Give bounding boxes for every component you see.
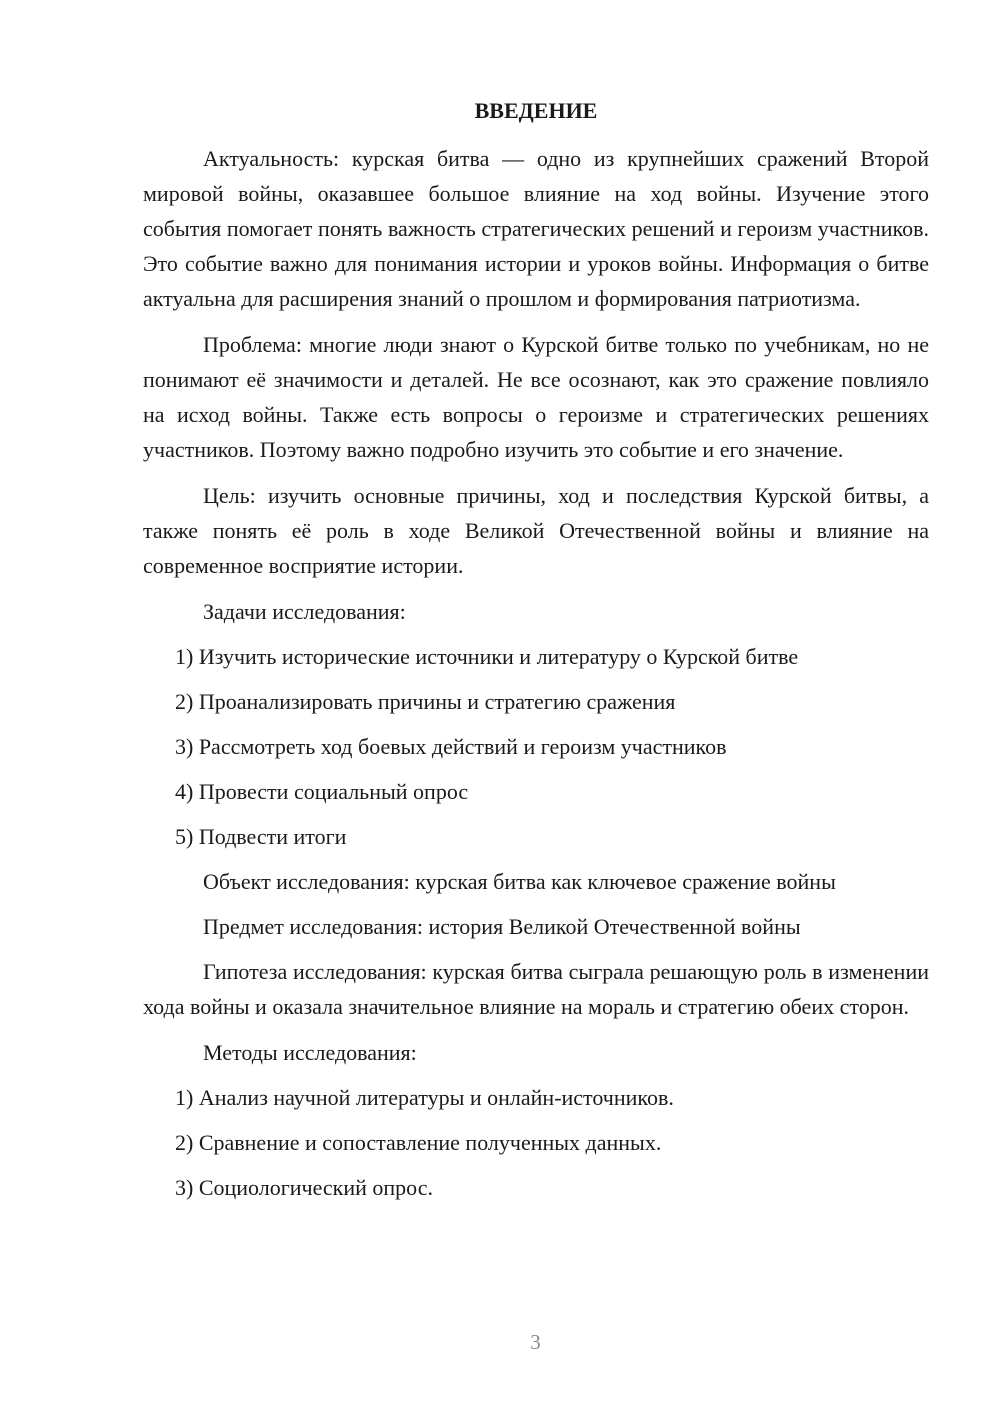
methods-heading: Методы исследования: [203,1040,417,1065]
document-page [143,93,929,1215]
relevance-paragraph: Актуальность: курская битва — одно из крупнейших сражений Второй мировой войны, оказавшее большое влияние на ход войны. Изучение этого события помогает понять важность стратегических решений и героизм участников. Это событие важно для понимания истории и уроков войны. Информация о битве актуальна для расширения знаний о прошлом и формирования патриотизма. [143,146,929,311]
task-item: 1) Изучить исторические источники и литературу о Курской битве [175,644,799,669]
method-item: 1) Анализ научной литературы и онлайн-источников. [175,1085,674,1110]
task-item: 3) Рассмотреть ход боевых действий и героизм участников [175,734,727,759]
problem-paragraph: Проблема: многие люди знают о Курской битве только по учебникам, но не понимают её значимости и деталей. Не все осознают, как это сражение повлияло на исход войны. Также есть вопросы о героизме и стратегических решениях участников. Поэтому важно подробно изучить это событие и его значение. [143,332,929,462]
page-number: 3 [530,1330,541,1354]
task-item: 2) Проанализировать причины и стратегию сражения [175,689,676,714]
method-item: 3) Социологический опрос. [175,1175,433,1200]
method-item: 2) Сравнение и сопоставление полученных данных. [175,1130,662,1155]
tasks-heading: Задачи исследования: [203,599,406,624]
object-paragraph: Объект исследования: курская битва как ключевое сражение войны [203,869,836,894]
task-item: 5) Подвести итоги [175,824,347,849]
goal-paragraph: Цель: изучить основные причины, ход и последствия Курской битвы, а также понять её роль в ходе Великой Отечественной войны и влияние на современное восприятие истории. [143,483,929,578]
task-item: 4) Провести социальный опрос [175,779,469,804]
hypothesis-paragraph: Гипотеза исследования: курская битва сыграла решающую роль в изменении хода войны и оказала значительное влияние на мораль и стратегию обеих сторон. [143,959,929,1019]
section-title: ВВЕДЕНИЕ [474,98,598,123]
subject-paragraph: Предмет исследования: история Великой Отечественной войны [203,914,801,939]
